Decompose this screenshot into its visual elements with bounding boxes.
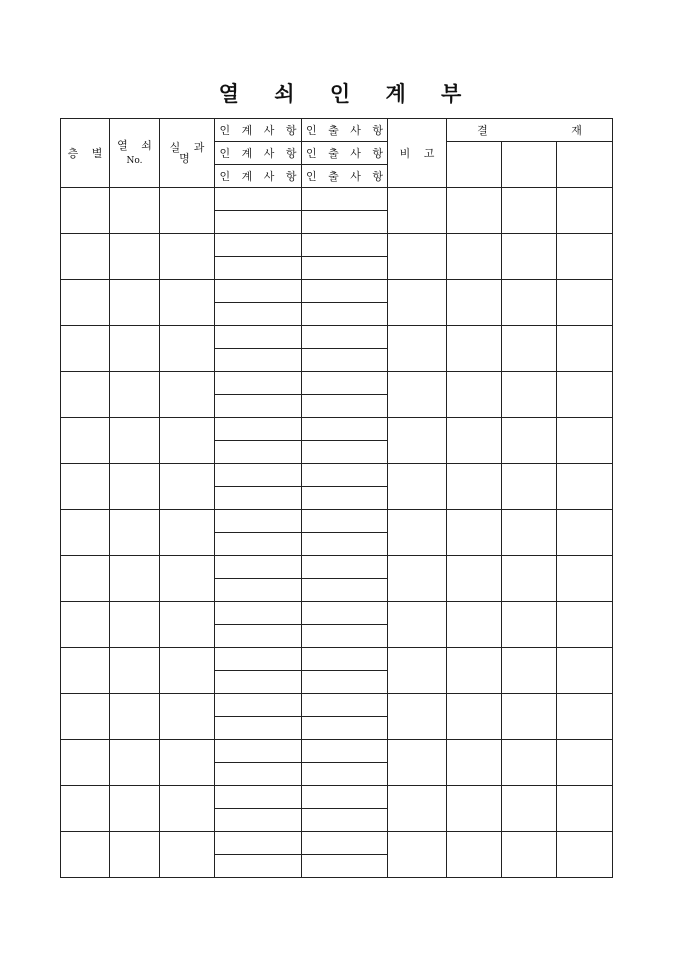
withdraw-cell[interactable]: [302, 257, 388, 280]
withdraw-cell[interactable]: [302, 349, 388, 372]
withdraw-cell[interactable]: [302, 579, 388, 602]
table-body: [61, 188, 613, 878]
approval-cell[interactable]: [447, 464, 502, 510]
table-row: [61, 188, 613, 211]
approval-cell[interactable]: [502, 648, 557, 694]
header-withdraw-3: 인 출 사 항: [302, 165, 388, 188]
withdraw-cell[interactable]: [302, 832, 388, 855]
key-no-cell[interactable]: [110, 372, 160, 418]
approval-box-1-header: [447, 142, 502, 188]
handover-cell[interactable]: [215, 487, 302, 510]
handover-cell[interactable]: [215, 809, 302, 832]
withdraw-cell[interactable]: [302, 280, 388, 303]
remarks-cell[interactable]: [388, 418, 447, 464]
handover-cell[interactable]: [215, 832, 302, 855]
withdraw-cell[interactable]: [302, 533, 388, 556]
room-cell[interactable]: [160, 694, 215, 740]
key-no-cell[interactable]: [110, 786, 160, 832]
key-no-cell[interactable]: [110, 326, 160, 372]
handover-cell[interactable]: [215, 510, 302, 533]
room-cell[interactable]: [160, 418, 215, 464]
withdraw-cell[interactable]: [302, 602, 388, 625]
room-cell[interactable]: [160, 510, 215, 556]
handover-cell[interactable]: [215, 326, 302, 349]
room-cell[interactable]: [160, 326, 215, 372]
room-cell[interactable]: [160, 188, 215, 234]
floor-cell[interactable]: [61, 556, 110, 602]
handover-cell[interactable]: [215, 211, 302, 234]
table-row: [61, 740, 613, 763]
table-row: [61, 464, 613, 487]
handover-cell[interactable]: [215, 418, 302, 441]
table-row: [61, 510, 613, 533]
remarks-cell[interactable]: [388, 234, 447, 280]
approval-cell[interactable]: [557, 648, 613, 694]
handover-cell[interactable]: [215, 441, 302, 464]
approval-cell[interactable]: [447, 234, 502, 280]
approval-box-2-header: [502, 142, 557, 188]
table-row: [61, 234, 613, 257]
remarks-cell[interactable]: [388, 280, 447, 326]
handover-cell[interactable]: [215, 349, 302, 372]
approval-cell[interactable]: [447, 832, 502, 878]
key-no-cell[interactable]: [110, 188, 160, 234]
approval-cell[interactable]: [447, 740, 502, 786]
table-row: [61, 556, 613, 579]
withdraw-cell[interactable]: [302, 487, 388, 510]
handover-cell[interactable]: [215, 717, 302, 740]
approval-cell[interactable]: [447, 648, 502, 694]
remarks-cell[interactable]: [388, 786, 447, 832]
approval-cell[interactable]: [447, 556, 502, 602]
table-row: [61, 786, 613, 809]
handover-cell[interactable]: [215, 740, 302, 763]
handover-cell[interactable]: [215, 234, 302, 257]
remarks-cell[interactable]: [388, 510, 447, 556]
approval-cell[interactable]: [557, 510, 613, 556]
key-no-cell[interactable]: [110, 740, 160, 786]
header-approval-left: 결: [477, 123, 488, 137]
approval-cell[interactable]: [557, 372, 613, 418]
handover-cell[interactable]: [215, 556, 302, 579]
floor-cell[interactable]: [61, 602, 110, 648]
approval-cell[interactable]: [502, 280, 557, 326]
header-handover-2: 인 계 사 항: [215, 142, 302, 165]
withdraw-cell[interactable]: [302, 441, 388, 464]
key-log-table: [60, 118, 613, 878]
handover-cell[interactable]: [215, 464, 302, 487]
handover-cell[interactable]: [215, 671, 302, 694]
approval-cell[interactable]: [557, 694, 613, 740]
withdraw-cell[interactable]: [302, 372, 388, 395]
page-title: 열 쇠 인 계 부: [218, 81, 476, 106]
room-cell[interactable]: [160, 832, 215, 878]
withdraw-cell[interactable]: [302, 648, 388, 671]
handover-cell[interactable]: [215, 303, 302, 326]
approval-cell[interactable]: [502, 510, 557, 556]
floor-cell[interactable]: [61, 694, 110, 740]
approval-cell[interactable]: [502, 556, 557, 602]
room-cell[interactable]: [160, 372, 215, 418]
approval-cell[interactable]: [447, 326, 502, 372]
key-no-cell[interactable]: [110, 556, 160, 602]
header-handover-1: 인 계 사 항: [215, 119, 302, 142]
withdraw-cell[interactable]: [302, 395, 388, 418]
withdraw-cell[interactable]: [302, 694, 388, 717]
handover-cell[interactable]: [215, 648, 302, 671]
floor-cell[interactable]: [61, 464, 110, 510]
handover-cell[interactable]: [215, 855, 302, 878]
withdraw-cell[interactable]: [302, 418, 388, 441]
key-no-cell[interactable]: [110, 510, 160, 556]
withdraw-cell[interactable]: [302, 740, 388, 763]
withdraw-cell[interactable]: [302, 809, 388, 832]
floor-cell[interactable]: [61, 188, 110, 234]
table-row: [61, 832, 613, 855]
header-withdraw-2: 인 출 사 항: [302, 142, 388, 165]
approval-cell[interactable]: [447, 510, 502, 556]
approval-cell[interactable]: [502, 694, 557, 740]
approval-box-3-header: [557, 142, 613, 188]
floor-cell[interactable]: [61, 372, 110, 418]
table-header: [61, 119, 613, 188]
withdraw-cell[interactable]: [302, 188, 388, 211]
withdraw-cell[interactable]: [302, 234, 388, 257]
approval-cell[interactable]: [447, 188, 502, 234]
room-cell[interactable]: [160, 648, 215, 694]
handover-cell[interactable]: [215, 533, 302, 556]
header-key-no-sub: No.: [126, 156, 143, 166]
key-no-cell[interactable]: [110, 418, 160, 464]
key-no-cell[interactable]: [110, 648, 160, 694]
withdraw-cell[interactable]: [302, 211, 388, 234]
handover-cell[interactable]: [215, 280, 302, 303]
approval-cell[interactable]: [557, 464, 613, 510]
approval-cell[interactable]: [502, 188, 557, 234]
header-remarks: 비 고: [388, 119, 447, 188]
approval-cell[interactable]: [557, 188, 613, 234]
room-cell[interactable]: [160, 786, 215, 832]
room-cell[interactable]: [160, 556, 215, 602]
key-no-cell[interactable]: [110, 832, 160, 878]
handover-cell[interactable]: [215, 579, 302, 602]
room-cell[interactable]: [160, 280, 215, 326]
approval-cell[interactable]: [557, 832, 613, 878]
key-no-cell[interactable]: [110, 694, 160, 740]
floor-cell[interactable]: [61, 648, 110, 694]
remarks-cell[interactable]: [388, 188, 447, 234]
handover-cell[interactable]: [215, 786, 302, 809]
approval-cell[interactable]: [502, 326, 557, 372]
approval-cell[interactable]: [557, 418, 613, 464]
header-approval-right: 재: [571, 123, 582, 137]
withdraw-cell[interactable]: [302, 510, 388, 533]
approval-cell[interactable]: [502, 602, 557, 648]
remarks-cell[interactable]: [388, 464, 447, 510]
key-no-cell[interactable]: [110, 602, 160, 648]
approval-cell[interactable]: [447, 694, 502, 740]
handover-cell[interactable]: [215, 763, 302, 786]
approval-cell[interactable]: [502, 832, 557, 878]
table-row: [61, 372, 613, 395]
withdraw-cell[interactable]: [302, 556, 388, 579]
approval-cell[interactable]: [557, 326, 613, 372]
remarks-cell[interactable]: [388, 648, 447, 694]
floor-cell[interactable]: [61, 418, 110, 464]
approval-cell[interactable]: [502, 740, 557, 786]
header-withdraw-1: 인 출 사 항: [302, 119, 388, 142]
floor-cell[interactable]: [61, 786, 110, 832]
approval-cell[interactable]: [557, 740, 613, 786]
approval-cell[interactable]: [502, 786, 557, 832]
approval-cell[interactable]: [502, 372, 557, 418]
handover-cell[interactable]: [215, 602, 302, 625]
approval-cell[interactable]: [447, 602, 502, 648]
room-cell[interactable]: [160, 740, 215, 786]
withdraw-cell[interactable]: [302, 303, 388, 326]
floor-cell[interactable]: [61, 740, 110, 786]
approval-cell[interactable]: [557, 786, 613, 832]
table-row: [61, 694, 613, 717]
withdraw-cell[interactable]: [302, 786, 388, 809]
handover-cell[interactable]: [215, 257, 302, 280]
remarks-cell[interactable]: [388, 326, 447, 372]
remarks-cell[interactable]: [388, 372, 447, 418]
header-handover-3: 인 계 사 항: [215, 165, 302, 188]
room-cell[interactable]: [160, 464, 215, 510]
handover-cell[interactable]: [215, 188, 302, 211]
approval-cell[interactable]: [447, 786, 502, 832]
header-key-no-label: 열 쇠: [117, 139, 157, 152]
approval-cell[interactable]: [557, 280, 613, 326]
remarks-cell[interactable]: [388, 694, 447, 740]
remarks-cell[interactable]: [388, 832, 447, 878]
approval-cell[interactable]: [557, 602, 613, 648]
key-no-cell[interactable]: [110, 234, 160, 280]
remarks-cell[interactable]: [388, 602, 447, 648]
withdraw-cell[interactable]: [302, 326, 388, 349]
table-row: [61, 418, 613, 441]
room-cell[interactable]: [160, 602, 215, 648]
approval-cell[interactable]: [447, 372, 502, 418]
withdraw-cell[interactable]: [302, 717, 388, 740]
handover-cell[interactable]: [215, 395, 302, 418]
table-row: [61, 280, 613, 303]
approval-cell[interactable]: [502, 464, 557, 510]
floor-cell[interactable]: [61, 326, 110, 372]
handover-cell[interactable]: [215, 372, 302, 395]
table-row: [61, 326, 613, 349]
table-row: [61, 602, 613, 625]
floor-cell[interactable]: [61, 280, 110, 326]
withdraw-cell[interactable]: [302, 855, 388, 878]
withdraw-cell[interactable]: [302, 671, 388, 694]
approval-cell[interactable]: [502, 234, 557, 280]
floor-cell[interactable]: [61, 832, 110, 878]
remarks-cell[interactable]: [388, 740, 447, 786]
handover-cell[interactable]: [215, 694, 302, 717]
key-no-cell[interactable]: [110, 464, 160, 510]
approval-cell[interactable]: [557, 556, 613, 602]
approval-cell[interactable]: [557, 234, 613, 280]
approval-cell[interactable]: [502, 418, 557, 464]
header-room: 실 과 명: [160, 119, 215, 188]
key-no-cell[interactable]: [110, 280, 160, 326]
remarks-cell[interactable]: [388, 556, 447, 602]
room-cell[interactable]: [160, 234, 215, 280]
handover-cell[interactable]: [215, 625, 302, 648]
header-approval: [447, 119, 613, 142]
header-floor: 층 별: [61, 119, 110, 188]
approval-cell[interactable]: [447, 418, 502, 464]
withdraw-cell[interactable]: [302, 763, 388, 786]
approval-cell[interactable]: [447, 280, 502, 326]
withdraw-cell[interactable]: [302, 625, 388, 648]
floor-cell[interactable]: [61, 234, 110, 280]
floor-cell[interactable]: [61, 510, 110, 556]
header-key-no: [110, 119, 160, 188]
table-row: [61, 648, 613, 671]
withdraw-cell[interactable]: [302, 464, 388, 487]
